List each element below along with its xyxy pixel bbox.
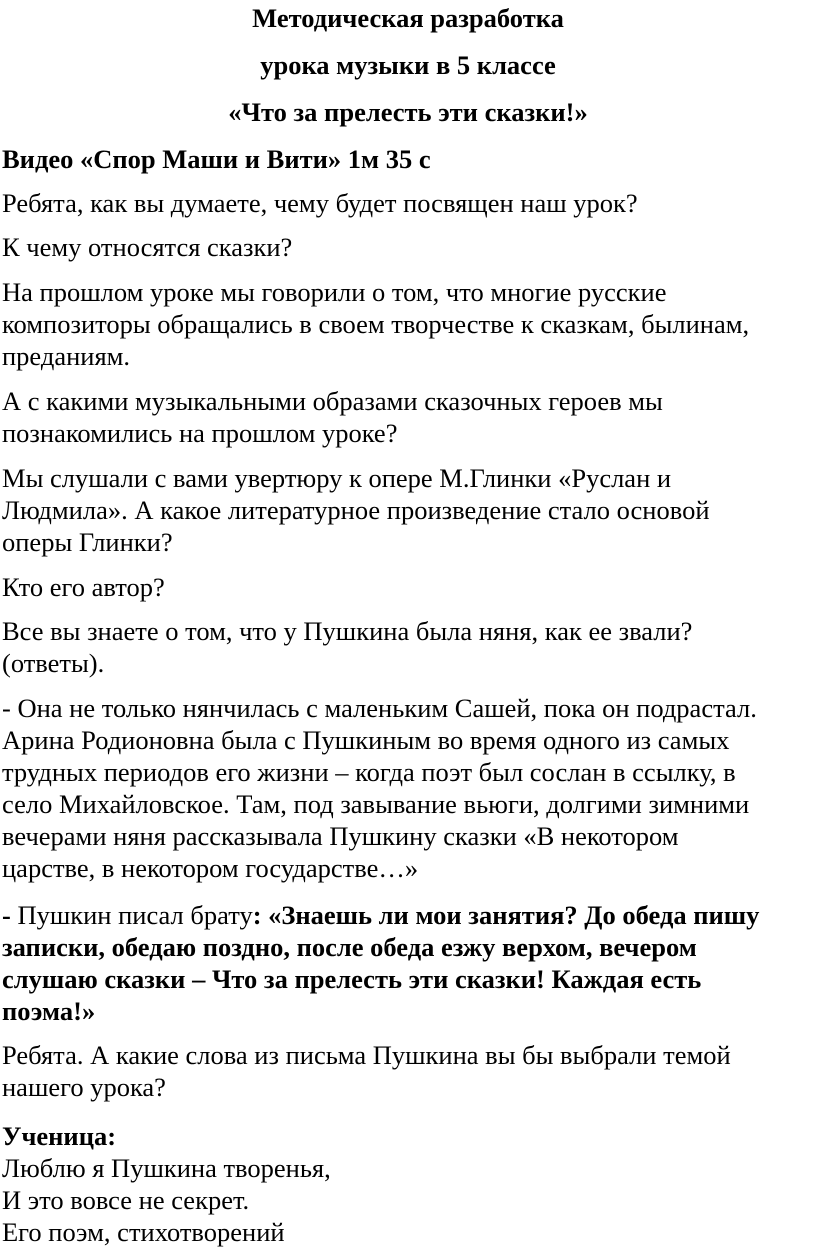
title-line-2: урока музыки в 5 классе — [260, 50, 556, 80]
paragraph-9-quote-start: «Знаешь ли мои занятия? До обеда пишу — [261, 900, 760, 930]
paragraph-7 — [2, 615, 810, 679]
paragraph-10-line-2: нашего урока? — [2, 1072, 166, 1102]
paragraph-5-line-1: Мы слушали с вами увертюру к опере М.Глинки «Руслан и — [2, 463, 672, 493]
paragraph-4-line-2: познакомились на прошлом уроке? — [2, 418, 398, 448]
paragraph-9 — [2, 899, 810, 1027]
paragraph-8-line-5: вечерами няня рассказывала Пушкину сказки «В некотором — [2, 821, 679, 851]
paragraph-8-line-6: царстве, в некотором государстве…» — [2, 853, 419, 883]
paragraph-2: К чему относятся сказки? — [2, 232, 293, 262]
paragraph-8-line-1: - Она не только нянчилась с маленьким Сашей, пока он подрастал. — [2, 693, 757, 723]
paragraph-7-line-1: Все вы знаете о том, что у Пушкина была няня, как ее звали? — [2, 616, 693, 646]
poem — [2, 1152, 810, 1248]
paragraph-3-line-3: преданиям. — [2, 341, 131, 371]
paragraph-5-line-3: оперы Глинки? — [2, 527, 173, 557]
title-line-3: «Что за прелесть эти сказки!» — [228, 97, 588, 127]
paragraph-10-line-1: Ребята. А какие слова из письма Пушкина вы бы выбрали темой — [2, 1040, 731, 1070]
paragraph-3 — [2, 276, 810, 372]
poem-line-3: Его поэм, стихотворений — [2, 1217, 285, 1247]
video-heading: Видео «Спор Маши и Вити» 1м 35 с — [2, 144, 431, 174]
paragraph-10 — [2, 1039, 810, 1103]
paragraph-9-line-3: слушаю сказки – Что за прелесть эти сказки! Каждая есть — [2, 964, 702, 994]
paragraph-9-line-1 — [2, 899, 810, 931]
paragraph-3-line-2: композиторы обращались в своем творчестве к сказкам, былинам, — [2, 309, 750, 339]
paragraph-5 — [2, 462, 810, 558]
student-label: Ученица: — [2, 1121, 117, 1151]
paragraph-8-line-4: село Михайловское. Там, под завывание вьюги, долгими зимними — [2, 789, 750, 819]
title-line-1: Методическая разработка — [252, 3, 564, 33]
paragraph-9-plain: Пушкин писал брату — [10, 900, 253, 930]
paragraph-4-line-1: А с какими музыкальными образами сказочных героев мы — [2, 386, 663, 416]
paragraph-7-line-2: (ответы). — [2, 648, 105, 678]
paragraph-4 — [2, 385, 810, 449]
paragraph-8 — [2, 692, 810, 884]
paragraph-1: Ребята, как вы думаете, чему будет посвящен наш урок? — [2, 188, 638, 218]
paragraph-3-line-1: На прошлом уроке мы говорили о том, что многие русские — [2, 277, 667, 307]
poem-line-1: Люблю я Пушкина творенья, — [2, 1153, 331, 1183]
paragraph-9-line-4: поэма!» — [2, 996, 96, 1026]
paragraph-5-line-2: Людмила». А какое литературное произведение стало основой — [2, 495, 710, 525]
paragraph-8-line-3: трудных периодов его жизни – когда поэт был сослан в ссылку, в — [2, 757, 736, 787]
paragraph-9-colon: : — [252, 900, 262, 930]
paragraph-6: Кто его автор? — [2, 572, 165, 602]
paragraph-9-dash: - — [2, 900, 11, 930]
paragraph-8-line-2: Арина Родионовна была с Пушкиным во время одного из самых — [2, 725, 730, 755]
paragraph-9-line-2: записки, обедаю поздно, после обеда езжу верхом, вечером — [2, 932, 697, 962]
poem-line-2: И это вовсе не секрет. — [2, 1185, 250, 1215]
